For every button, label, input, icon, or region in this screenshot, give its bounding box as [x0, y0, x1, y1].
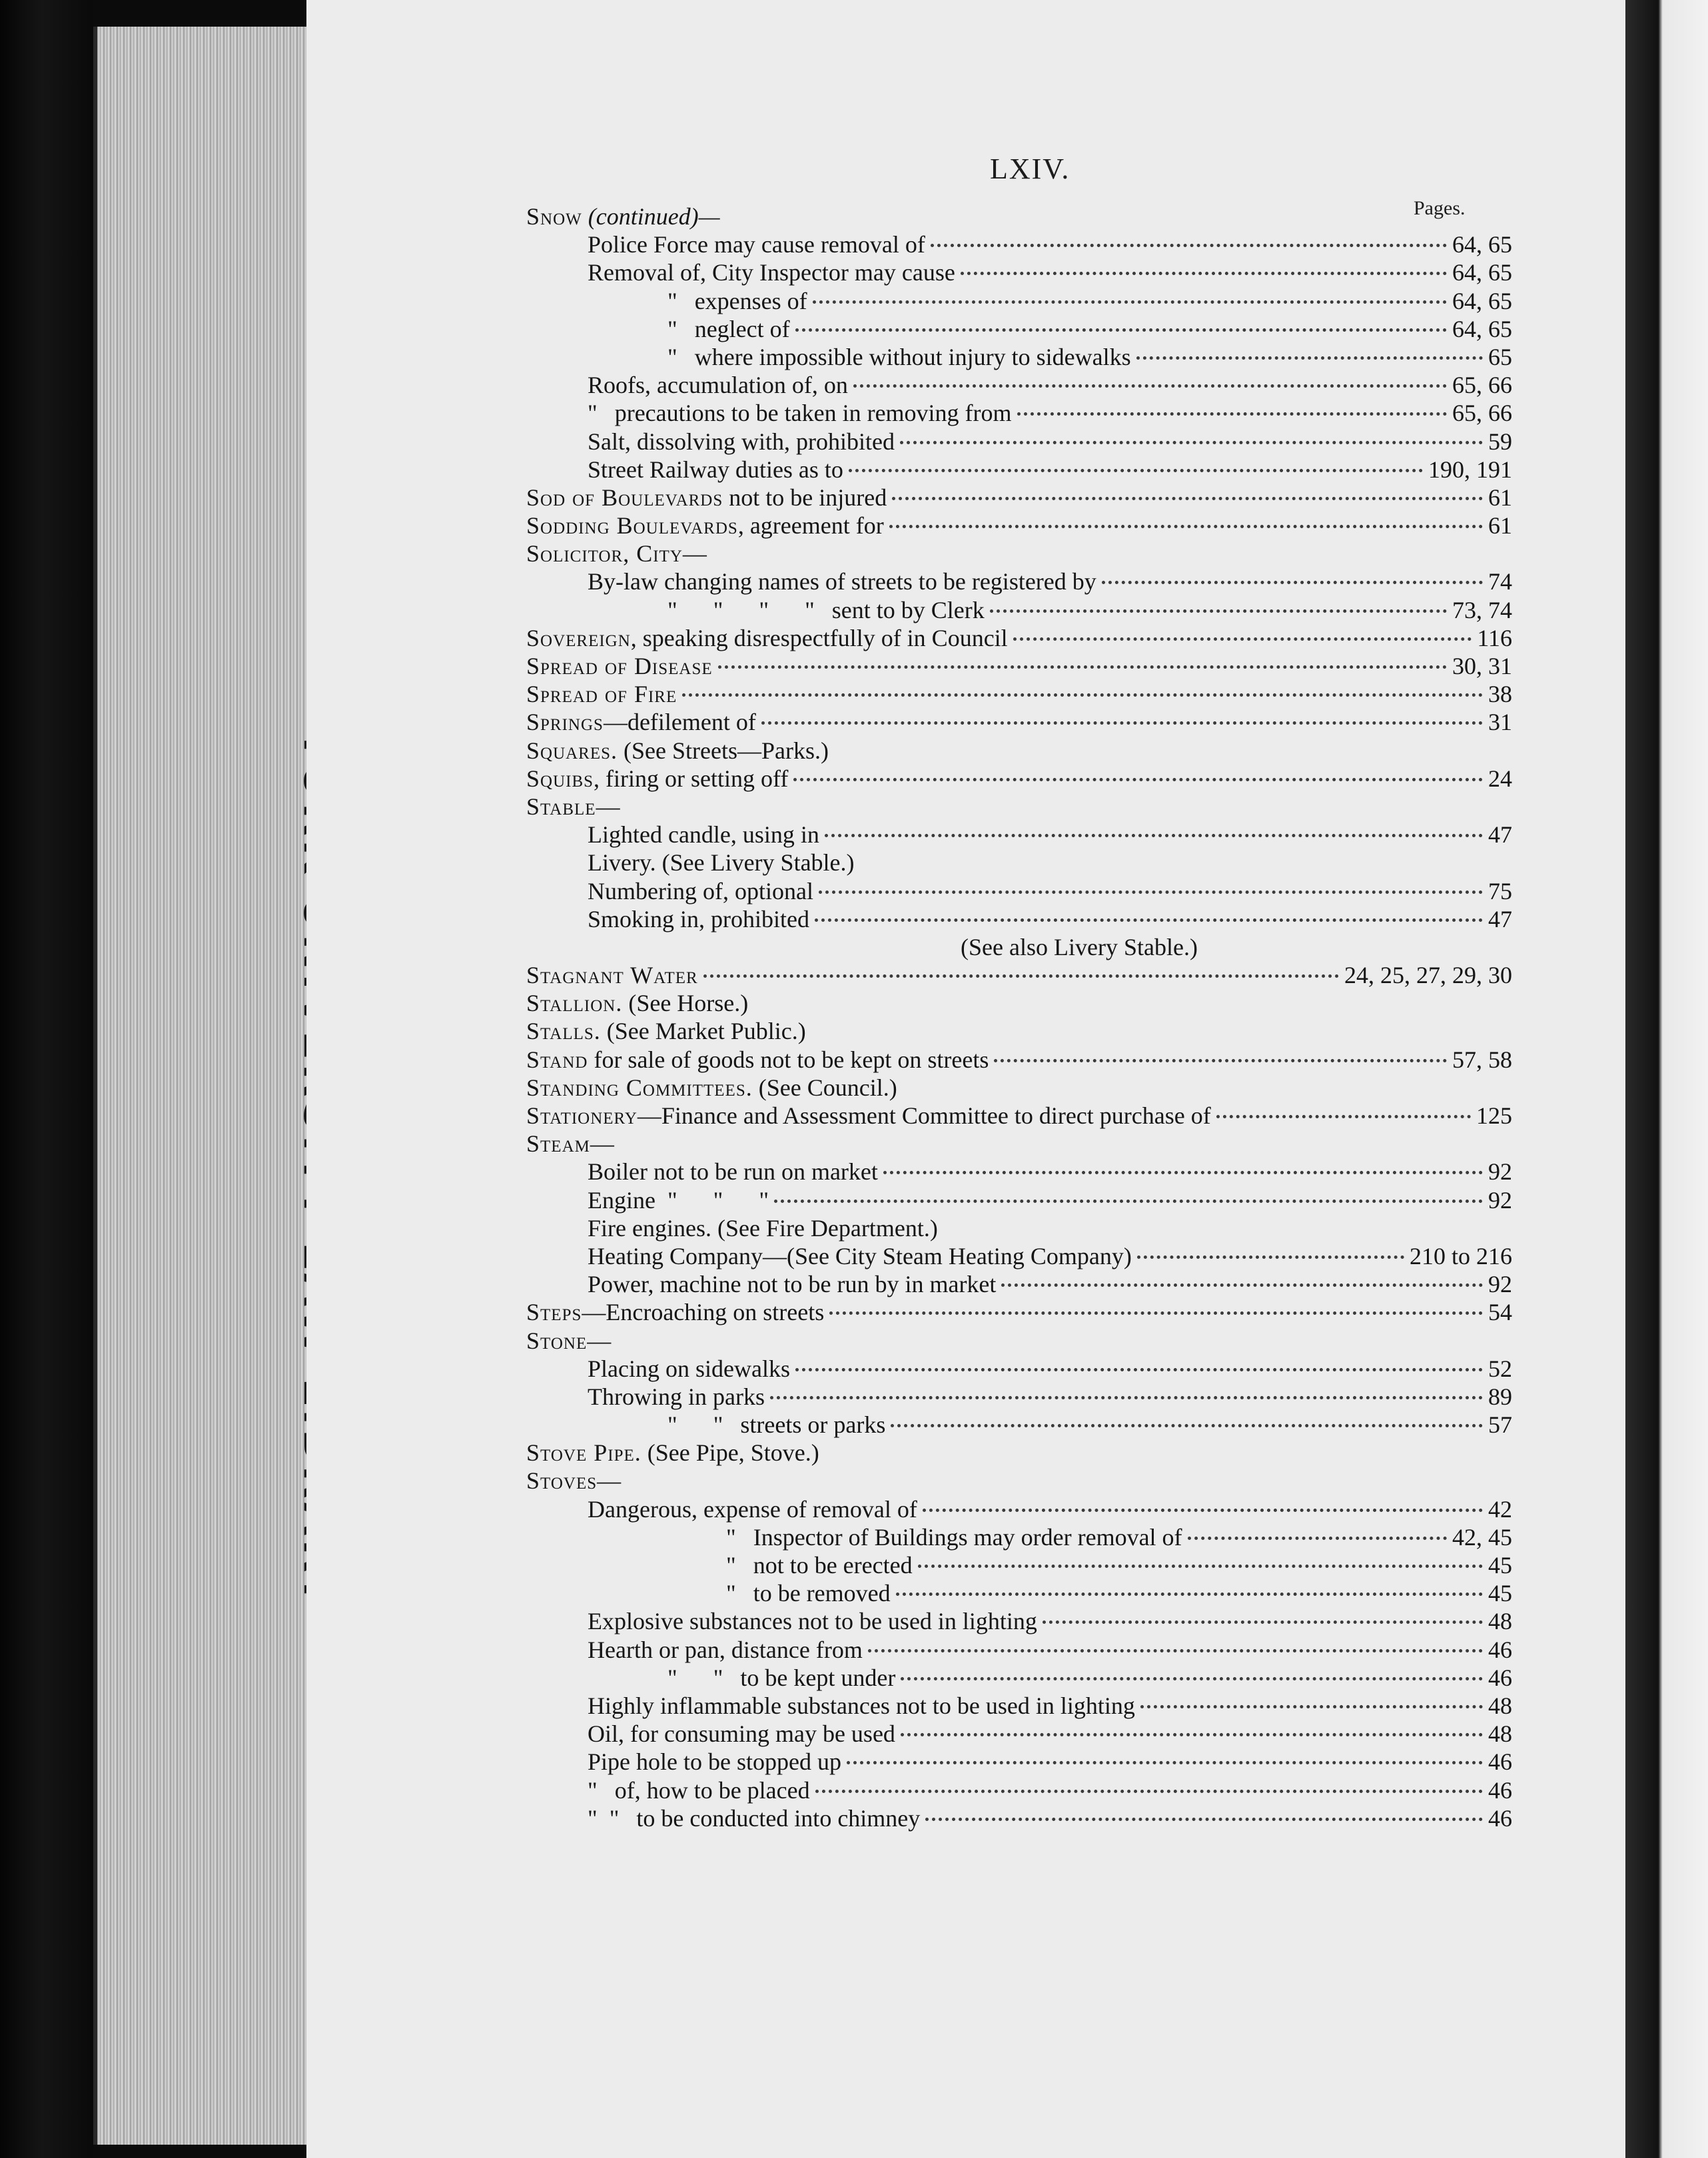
dot-leader — [825, 834, 1483, 837]
index-entry — [526, 821, 1512, 849]
entry-text: Boiler not to be run on market — [588, 1158, 878, 1186]
page-reference: 47 — [1488, 821, 1512, 849]
entry-text: (See Council.) — [752, 1074, 897, 1101]
entry-text: Placing on sidewalks — [588, 1355, 790, 1382]
dot-leader — [923, 1509, 1483, 1512]
page-reference: 48 — [1488, 1692, 1512, 1719]
dot-leader — [853, 384, 1447, 388]
index-entry — [526, 1158, 1512, 1186]
page-reference: 210 to 216 — [1409, 1242, 1512, 1269]
entry-text: — — [682, 540, 707, 567]
dot-leader — [813, 300, 1447, 304]
entry-text: Roofs, accumulation of, on — [588, 372, 848, 399]
entry-heading: Sodding Boulevards — [526, 512, 738, 540]
index-entry — [526, 1383, 1512, 1411]
page-reference: 24, 25, 27, 29, 30 — [1344, 962, 1512, 989]
book-spine — [0, 0, 93, 2158]
page-reference: 61 — [1488, 484, 1512, 511]
dot-leader — [795, 1368, 1483, 1371]
index-entry — [526, 1074, 1512, 1102]
page-reference: 64, 65 — [1452, 231, 1512, 258]
index-entry — [526, 1776, 1512, 1804]
index-entry — [526, 287, 1512, 315]
index-entry — [526, 1327, 1512, 1355]
index-list — [526, 202, 1512, 1832]
entry-heading: Stone — [526, 1327, 588, 1354]
entry-text: Throwing in parks — [588, 1383, 765, 1410]
page-reference: 65, 66 — [1452, 372, 1512, 399]
dot-leader — [868, 1649, 1483, 1652]
entry-text: streets or parks — [740, 1411, 886, 1439]
index-entry — [526, 1636, 1512, 1664]
entry-text: sent to by Clerk — [831, 596, 985, 623]
page-reference: 45 — [1488, 1580, 1512, 1607]
index-entry — [526, 567, 1512, 595]
entry-text: to be removed — [753, 1580, 891, 1607]
entry-text: Salt, dissolving with, prohibited — [588, 428, 895, 455]
index-entry — [526, 1607, 1512, 1635]
page-reference: 92 — [1488, 1158, 1512, 1186]
page-reference: 48 — [1488, 1608, 1512, 1635]
index-entry — [526, 512, 1512, 540]
index-entry — [526, 877, 1512, 905]
dot-leader — [994, 1059, 1447, 1062]
index-entry — [526, 624, 1512, 652]
entry-text: Pipe hole to be stopped up — [588, 1748, 841, 1776]
dot-leader — [925, 1818, 1483, 1821]
index-entry — [526, 230, 1512, 258]
index-entry — [526, 1579, 1512, 1607]
index-entry — [526, 708, 1512, 736]
entry-text: — — [597, 1467, 622, 1495]
page-reference: 54 — [1488, 1299, 1512, 1326]
page-reference: 64, 65 — [1452, 287, 1512, 314]
entry-text: Inspector of Buildings may order removal of — [753, 1523, 1182, 1551]
index-entry — [526, 371, 1512, 399]
page-reference: 74 — [1488, 568, 1512, 595]
page-reference: 38 — [1488, 681, 1512, 708]
page-reference: 73, 74 — [1452, 596, 1512, 623]
entry-text: (See Streets—Parks.) — [618, 737, 829, 764]
entry-text: Dangerous, expense of removal of — [588, 1495, 917, 1523]
entry-heading: Springs — [526, 709, 604, 736]
entry-text: Oil, for consuming may be used — [588, 1720, 895, 1748]
dot-leader — [1013, 637, 1472, 641]
entry-text: for sale of goods not to be kept on streets — [588, 1046, 989, 1073]
entry-text: (See Horse.) — [622, 990, 749, 1017]
entry-text: to be conducted into chimney — [636, 1804, 921, 1832]
page-reference: 75 — [1488, 877, 1512, 904]
entry-text: Lighted candle, using in — [588, 821, 819, 849]
dot-leader — [829, 1311, 1483, 1315]
ditto-mark: " — [667, 315, 677, 342]
entry-text: — — [590, 1130, 614, 1158]
ditto-mark: " — [726, 1580, 736, 1607]
entry-text: — — [596, 793, 620, 820]
dot-leader — [815, 1790, 1483, 1793]
page-reference: 30, 31 — [1452, 653, 1512, 679]
entry-text: Hearth or pan, distance from — [588, 1636, 863, 1663]
index-entry — [526, 1804, 1512, 1832]
page-reference: 46 — [1488, 1776, 1512, 1804]
ditto-mark: " — [588, 1776, 598, 1804]
index-entry — [526, 1270, 1512, 1298]
ditto-mark: " — [726, 1552, 736, 1579]
page-reference: 46 — [1488, 1748, 1512, 1776]
entry-text: Livery. (See Livery Stable.) — [588, 849, 855, 877]
index-entry — [526, 1495, 1512, 1523]
entry-text: Highly inflammable substances not to be used in lighting — [588, 1692, 1135, 1719]
entry-heading: Stationery — [526, 1102, 638, 1129]
page-reference: 57, 58 — [1452, 1046, 1512, 1073]
entry-text: to be kept under — [740, 1664, 896, 1691]
entry-text: (continued)— — [582, 203, 720, 230]
entry-text: — — [587, 1327, 612, 1354]
index-entry — [526, 1439, 1512, 1467]
dot-leader — [703, 974, 1339, 978]
entry-text: —defilement of — [603, 709, 756, 736]
index-entry — [526, 1664, 1512, 1692]
page-edges — [93, 27, 310, 2145]
index-entry — [526, 961, 1512, 989]
dot-leader — [1102, 581, 1483, 584]
dot-leader — [1136, 356, 1483, 360]
dot-leader — [891, 1424, 1483, 1427]
entry-text: precautions to be taken in removing from — [614, 400, 1012, 427]
page-reference: 92 — [1488, 1271, 1512, 1298]
entry-text: Removal of, City Inspector may cause — [588, 259, 955, 286]
entry-text: —Encroaching on streets — [582, 1299, 825, 1326]
page-reference: 24 — [1488, 765, 1512, 792]
entry-text: Power, machine not to be run by in market — [588, 1271, 997, 1298]
dot-leader — [900, 441, 1483, 444]
dot-leader — [1188, 1537, 1447, 1540]
dot-leader — [849, 469, 1423, 472]
index-entry — [526, 1130, 1512, 1158]
entry-heading: Spread of Fire — [526, 681, 677, 708]
index-entry — [526, 1214, 1512, 1242]
dot-leader — [770, 1396, 1483, 1399]
entry-heading: Sod of Boulevards — [526, 484, 723, 511]
entry-text: , speaking disrespectfully of in Council — [630, 624, 1008, 651]
page-reference: 125 — [1476, 1102, 1512, 1129]
index-entry — [526, 933, 1512, 961]
ditto-mark: " — [726, 1523, 736, 1551]
index-entry — [526, 428, 1512, 456]
entry-heading: Stallion. — [526, 990, 623, 1017]
index-entry — [526, 652, 1512, 680]
index-entry — [526, 989, 1512, 1017]
dot-leader — [1216, 1115, 1471, 1118]
index-entry — [526, 1748, 1512, 1776]
entry-text: Fire engines. (See Fire Department.) — [588, 1214, 938, 1242]
entry-text: where impossible without injury to sidewalks — [694, 343, 1131, 370]
ditto-mark: " — [667, 343, 677, 370]
pages-column-label: Pages. — [1414, 197, 1466, 219]
page-reference: 65, 66 — [1452, 400, 1512, 427]
index-entry — [526, 1355, 1512, 1383]
page-reference: 52 — [1488, 1355, 1512, 1382]
entry-text: By-law changing names of streets to be registered by — [588, 568, 1096, 595]
dot-leader — [901, 1677, 1483, 1680]
page-reference: 42, 45 — [1452, 1523, 1512, 1551]
page-reference: 45 — [1488, 1552, 1512, 1579]
dot-leader — [1043, 1620, 1483, 1624]
entry-text: Numbering of, optional — [588, 877, 813, 904]
page-reference: 190, 191 — [1428, 456, 1512, 483]
index-entry — [526, 399, 1512, 427]
entry-text: neglect of — [694, 315, 790, 342]
index-entry — [526, 484, 1512, 512]
dot-leader — [892, 497, 1483, 500]
entry-text: , agreement for — [737, 512, 884, 540]
index-entry — [526, 1523, 1512, 1551]
entry-text: not to be injured — [723, 484, 887, 511]
page-reference: 116 — [1477, 624, 1512, 651]
dot-leader — [990, 609, 1447, 613]
dot-leader — [682, 693, 1483, 697]
entry-text: Explosive substances not to be used in lighting — [588, 1608, 1037, 1635]
entry-text: Engine " " " — [588, 1186, 769, 1214]
ditto-mark: " " " " — [667, 596, 815, 623]
entry-text: Heating Company—(See City Steam Heating Company) — [588, 1242, 1132, 1269]
dot-leader — [1137, 1256, 1404, 1259]
dot-leader — [718, 665, 1447, 669]
index-entry — [526, 202, 1512, 230]
ditto-mark: " " — [667, 1664, 723, 1691]
entry-text: (See Market Public.) — [600, 1018, 806, 1045]
index-entry — [526, 1017, 1512, 1045]
index-entry — [526, 1692, 1512, 1720]
ditto-mark: " — [588, 400, 598, 427]
entry-heading: Squibs — [526, 765, 594, 792]
page-reference: 48 — [1488, 1720, 1512, 1748]
index-entry — [526, 1720, 1512, 1748]
entry-text: Police Force may cause removal of — [588, 231, 925, 258]
ditto-mark: " " — [588, 1804, 620, 1832]
entry-heading: Steam — [526, 1130, 590, 1158]
dot-leader — [883, 1171, 1483, 1174]
entry-text: expenses of — [694, 287, 807, 314]
page-reference: 64, 65 — [1452, 315, 1512, 342]
index-entry — [526, 540, 1512, 567]
dot-leader — [1017, 412, 1447, 416]
entry-heading: Solicitor, City — [526, 540, 683, 567]
entry-heading: Stand — [526, 1046, 588, 1073]
index-entry — [526, 793, 1512, 821]
index-entry — [526, 905, 1512, 933]
index-entry — [526, 258, 1512, 286]
page-reference: 46 — [1488, 1636, 1512, 1663]
ditto-mark: " " — [667, 1411, 723, 1439]
page-reference: 31 — [1488, 709, 1512, 736]
entry-text: of, how to be placed — [614, 1776, 810, 1804]
index-entry — [526, 765, 1512, 793]
entry-text: , firing or setting off — [594, 765, 789, 792]
entry-heading: Standing Committees. — [526, 1074, 753, 1101]
page-reference: 46 — [1488, 1664, 1512, 1691]
dot-leader — [889, 525, 1483, 528]
index-entry — [526, 1411, 1512, 1439]
dot-leader — [961, 272, 1447, 275]
index-entry — [526, 849, 1512, 877]
page-reference: 61 — [1488, 512, 1512, 540]
dot-leader — [931, 244, 1447, 247]
dot-leader — [795, 328, 1447, 332]
entry-heading: Spread of Disease — [526, 653, 713, 679]
dot-leader — [774, 1200, 1483, 1203]
entry-text: (See Pipe, Stove.) — [641, 1439, 819, 1467]
index-entry — [526, 315, 1512, 343]
entry-text: Smoking in, prohibited — [588, 905, 809, 932]
entry-heading: Stagnant Water — [526, 962, 698, 989]
index-entry — [526, 1242, 1512, 1270]
entry-heading: Sovereign — [526, 624, 631, 651]
dot-leader — [793, 778, 1483, 781]
entry-heading: Snow — [526, 203, 582, 230]
page-reference: 59 — [1488, 428, 1512, 455]
index-entry — [526, 596, 1512, 624]
index-entry — [526, 343, 1512, 371]
dot-leader — [761, 721, 1483, 725]
ditto-mark: " — [667, 287, 677, 314]
index-entry — [526, 1298, 1512, 1326]
page-reference: 47 — [1488, 905, 1512, 932]
page-reference: 42 — [1488, 1495, 1512, 1523]
entry-heading: Stalls. — [526, 1018, 601, 1045]
dot-leader — [901, 1733, 1483, 1736]
page-reference: 65 — [1488, 343, 1512, 370]
page-reference: 89 — [1488, 1383, 1512, 1410]
dot-leader — [819, 891, 1483, 894]
index-entry — [526, 1186, 1512, 1214]
index-entry — [526, 456, 1512, 484]
page-reference: 64, 65 — [1452, 259, 1512, 286]
entry-heading: Squares. — [526, 737, 618, 764]
index-entry — [526, 1102, 1512, 1130]
dot-leader — [918, 1565, 1483, 1568]
dot-leader — [847, 1761, 1483, 1764]
entry-heading: Steps — [526, 1299, 582, 1326]
entry-heading: Stove Pipe. — [526, 1439, 641, 1467]
entry-heading: Stoves — [526, 1467, 598, 1495]
page-reference: 46 — [1488, 1804, 1512, 1832]
dot-leader — [896, 1593, 1483, 1596]
facing-page-edge — [1625, 0, 1708, 2158]
dot-leader — [815, 918, 1483, 922]
dot-leader — [1001, 1283, 1483, 1287]
entry-text: Street Railway duties as to — [588, 456, 843, 483]
entry-text: not to be erected — [753, 1552, 913, 1579]
index-entry — [526, 680, 1512, 708]
page-number: LXIV. — [990, 153, 1070, 185]
entry-text: (See also Livery Stable.) — [961, 933, 1198, 960]
index-entry — [526, 1551, 1512, 1579]
dot-leader — [1140, 1705, 1483, 1708]
index-entry — [526, 737, 1512, 765]
index-entry — [526, 1046, 1512, 1074]
index-entry — [526, 1467, 1512, 1495]
page-reference: 57 — [1488, 1411, 1512, 1439]
page-reference: 92 — [1488, 1186, 1512, 1214]
entry-heading: Stable — [526, 793, 596, 820]
entry-text: —Finance and Assessment Committee to direct purchase of — [637, 1102, 1211, 1129]
